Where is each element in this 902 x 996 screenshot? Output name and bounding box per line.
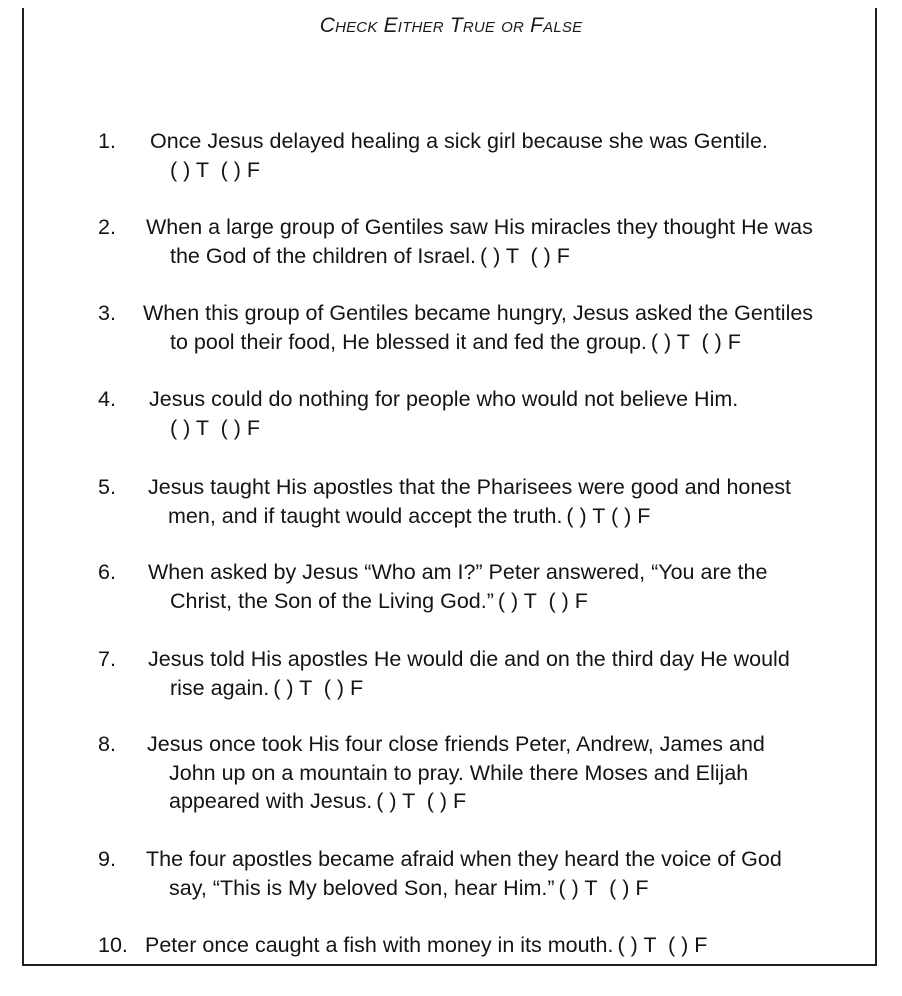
true-false-options[interactable]: ( ) T ( ) F [617,933,708,957]
question-text-line: Once Jesus delayed healing a sick girl because she was Gentile. [150,129,768,153]
question-5 [98,473,888,530]
question-3 [98,299,888,356]
question-text-line: say, “This is My beloved Son, hear Him.” [169,875,555,900]
question-text-line: Christ, the Son of the Living God.” [170,588,494,613]
question-number: 3. [98,301,116,325]
question-text-line: Jesus told His apostles He would die and on the third day He would [148,647,790,671]
question-7 [98,645,888,702]
question-number: 2. [98,215,116,239]
question-text-line: men, and if taught would accept the truth. [168,503,563,528]
question-text-line: Jesus taught His apostles that the Pharisees were good and honest [148,475,792,499]
question-2 [98,213,888,270]
question-9 [98,845,888,902]
question-text-line: to pool their food, He blessed it and fed the group. [170,329,647,354]
question-text-line: Peter once caught a fish with money in its mouth. [145,933,614,957]
question-text-line: Jesus could do nothing for people who would not believe Him. [149,387,739,411]
question-10 [98,931,888,960]
worksheet-title: Check Either True or False [319,14,583,37]
question-text-line: John up on a mountain to pray. While there Moses and Elijah [169,760,749,785]
question-6 [98,558,888,615]
question-number: 6. [98,560,116,584]
question-8 [98,730,888,816]
true-false-options[interactable]: ( ) T ( ) F [376,789,467,813]
question-number: 1. [98,129,116,153]
question-number: 7. [98,647,116,671]
true-false-options[interactable]: ( ) T ( ) F [566,503,651,528]
true-false-options[interactable]: ( ) T ( ) F [479,243,570,268]
question-text-line: When asked by Jesus “Who am I?” Peter answered, “You are the [148,560,768,584]
question-text-line: When a large group of Gentiles saw His miracles they thought He was [146,215,813,239]
question-text-line: the God of the children of Israel. [170,243,476,268]
true-false-options[interactable]: ( ) T ( ) F [273,675,364,700]
question-text-line: Jesus once took His four close friends Peter, Andrew, James and [147,732,765,756]
question-text-line: rise again. [170,675,270,700]
true-false-options[interactable]: ( ) T ( ) F [170,415,260,440]
question-text-line: The four apostles became afraid when they heard the voice of God [146,847,782,871]
question-number: 8. [98,732,116,756]
true-false-options[interactable]: ( ) T ( ) F [650,329,741,354]
question-4 [98,385,888,442]
true-false-options[interactable]: ( ) T ( ) F [558,875,649,900]
question-text-line: appeared with Jesus. [169,789,373,813]
question-number: 5. [98,475,116,499]
question-1 [98,127,888,184]
true-false-options[interactable]: ( ) T ( ) F [497,588,588,613]
question-text-line: When this group of Gentiles became hungry, Jesus asked the Gentiles [143,301,814,325]
true-false-options[interactable]: ( ) T ( ) F [170,157,260,182]
question-number: 9. [98,847,116,871]
question-number: 4. [98,387,116,411]
question-number: 10. [98,933,128,957]
